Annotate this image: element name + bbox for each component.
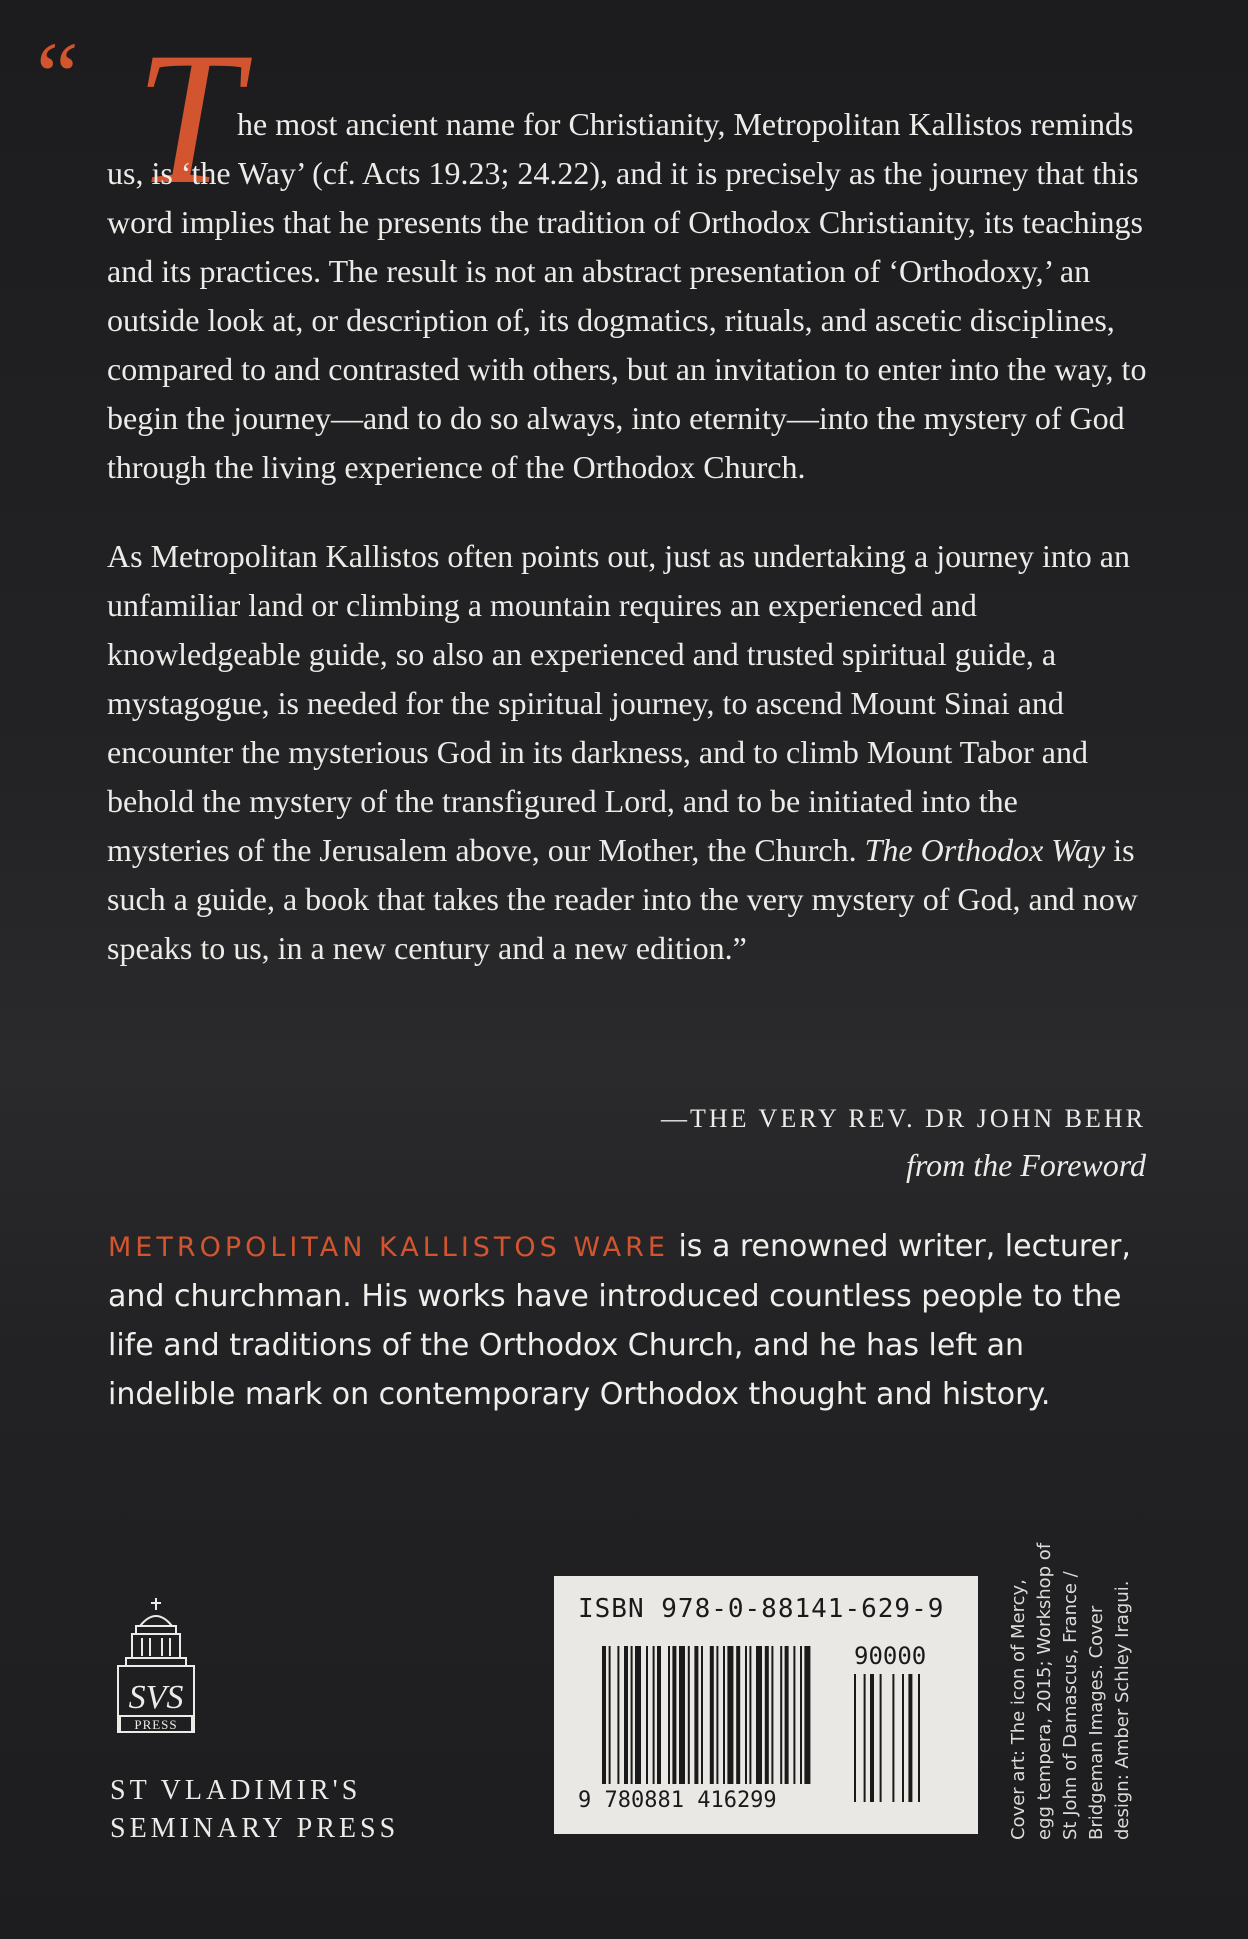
attribution-name: —THE VERY REV. DR JOHN BEHR: [660, 1104, 1146, 1133]
endorsement-quote: [107, 100, 1147, 973]
quote-paragraph-1: he most ancient name for Christianity, Metropolitan Kallistos reminds us, is ‘the Way’ (cf. Acts 19.23; 24.22), and it is precisely as the journey that this word implies that he presents the tradition of Orthodox Christianity, its teachings and its practices. The result is not an abstract presentation of ‘Orthodoxy,’ an outside look at, or description of, its dogmatics, rituals, and ascetic disciplines, compared to and contrasted with others, but an invitation to enter into the way, to begin the journey—and to do so always, into eternity—into the mystery of God through the living experience of the Orthodox Church.: [107, 106, 1147, 485]
barcode-digits: 9 780881 416299: [578, 1788, 777, 1813]
barcode-addon-bar: [908, 1674, 912, 1802]
barcode-bar: [672, 1646, 676, 1784]
barcode-bar: [617, 1646, 619, 1784]
svs-press-logo: [110, 1596, 202, 1752]
barcode-bar: [635, 1646, 641, 1784]
author-bio: [108, 1222, 1148, 1419]
barcode-bar: [723, 1646, 725, 1784]
quote-paragraph-2-part-1: As Metropolitan Kallistos often points out, just as undertaking a journey into an unfamiliar land or climbing a mountain requires an experienced and knowledgeable guide, so also an experienced and trusted spiritual guide, a mystagogue, is needed for the spiritual journey, to ascend Mount Sinai and encounter the mysterious God in its darkness, and to climb Mount Tabor and behold the mystery of the transfigured Lord, and to be initiated into the mysteries of the Jerusalem above, our Mother, the Church.: [107, 538, 1130, 868]
barcode-bar: [609, 1646, 611, 1784]
barcode-bar: [780, 1646, 782, 1784]
barcode-addon-bar: [854, 1674, 856, 1802]
author-name: METROPOLITAN KALLISTOS WARE: [108, 1232, 669, 1263]
publisher-line-1: ST VLADIMIR'S: [110, 1775, 362, 1806]
quote-paragraph-2: [107, 532, 1147, 973]
barcode-bar: [657, 1646, 661, 1784]
quote-paragraph-2-part-2: is such a guide, a book that takes the reader into the very mystery of God, and now speaks to us, in a new century and a new edition.”: [107, 832, 1138, 966]
barcode-bar: [631, 1646, 633, 1784]
book-title: The Orthodox Way: [864, 832, 1106, 868]
drop-cap: T: [135, 14, 241, 224]
barcode-bar: [785, 1646, 789, 1784]
barcode-addon-bar: [880, 1674, 882, 1802]
barcode-addon-bar: [870, 1674, 874, 1802]
publisher-name: [110, 1772, 399, 1848]
barcode-bar: [716, 1646, 718, 1784]
barcode-bar: [800, 1646, 802, 1784]
barcode-bar: [804, 1646, 810, 1784]
barcode-bar: [602, 1646, 606, 1784]
isbn-number: ISBN 978-0-88141-629-9: [578, 1594, 945, 1624]
logo-monogram: SVS: [128, 1679, 184, 1716]
attribution-source: from the Foreword: [906, 1147, 1146, 1183]
barcode-bar: [624, 1646, 628, 1784]
barcode-bar: [765, 1646, 769, 1784]
cover-credit: [1006, 1542, 1248, 1840]
barcode-bar: [668, 1646, 670, 1784]
barcode-bar: [710, 1646, 714, 1784]
barcode-bar: [745, 1646, 747, 1784]
barcode-addon-bar: [902, 1674, 904, 1802]
open-quote-mark: “: [36, 22, 73, 129]
barcode-bar: [727, 1646, 733, 1784]
cover-credit-text: Cover art: The icon of Mercy, egg tempera, 2015; Workshop of St John of Damascus, France / Bridgeman Images. Cover design: Amber Schley Iragui.: [1008, 1542, 1133, 1840]
author-bio-text: is a renowned writer, lecturer, and churchman. His works have introduced countless people to the life and traditions of the Orthodox Church, and he has left an indelible mark on contemporary Orthodox thought and history.: [108, 1229, 1131, 1412]
barcode-bar: [688, 1646, 690, 1784]
barcode-bar: [701, 1646, 703, 1784]
barcode-bar: [736, 1646, 740, 1784]
barcode-bar: [756, 1646, 762, 1784]
barcode-addon-bar: [892, 1674, 894, 1802]
barcode-bar: [646, 1646, 648, 1784]
logo-label: PRESS: [134, 1717, 178, 1732]
barcode-bar: [793, 1646, 795, 1784]
barcode-bar: [749, 1646, 751, 1784]
barcode-bar: [771, 1646, 773, 1784]
barcode-addon-bar: [864, 1674, 866, 1802]
price-code: 90000: [854, 1642, 927, 1670]
barcode-bar: [694, 1646, 698, 1784]
barcode-bar: [653, 1646, 655, 1784]
barcode-bar: [679, 1646, 685, 1784]
quote-attribution: [661, 1095, 1146, 1189]
publisher-line-2: SEMINARY PRESS: [110, 1813, 400, 1844]
barcode-addon-bar: [918, 1674, 920, 1802]
isbn-barcode-box: [554, 1576, 978, 1834]
